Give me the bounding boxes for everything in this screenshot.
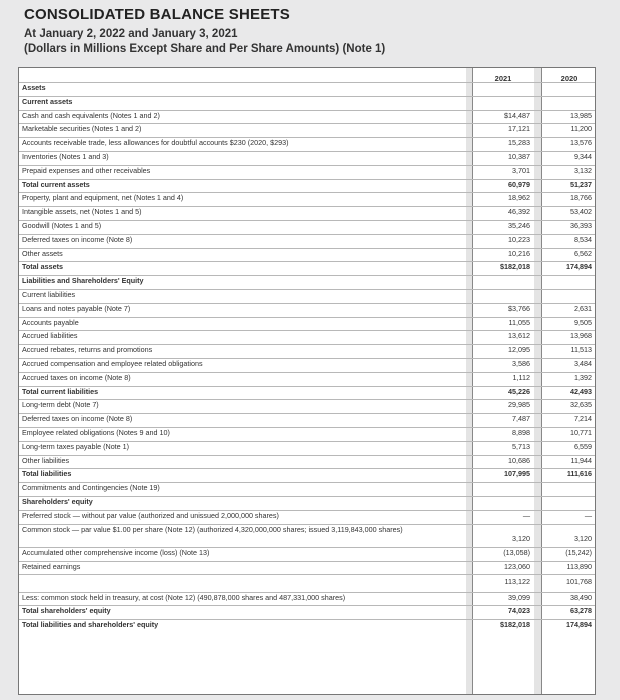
table-row <box>19 561 595 572</box>
table-row <box>19 413 595 424</box>
table-row <box>19 592 595 603</box>
value-2021: 12,095 <box>508 345 530 355</box>
table-row <box>19 358 595 369</box>
value-2020: — <box>584 510 592 520</box>
table-row <box>19 192 595 203</box>
table-row <box>19 399 595 410</box>
value-2020: 11,513 <box>570 345 592 355</box>
table-row <box>19 372 595 383</box>
table-row <box>19 179 595 190</box>
value-2020: 11,200 <box>570 124 592 134</box>
row-label: Goodwill (Notes 1 and 5) <box>22 221 102 230</box>
value-2021: 7,487 <box>512 414 530 424</box>
table-row <box>19 317 595 328</box>
value-2020: 3,120 <box>574 533 592 543</box>
column-header-2020: 2020 <box>560 74 578 83</box>
value-2020: 42,493 <box>570 386 592 396</box>
row-label: Cash and cash equivalents (Notes 1 and 2) <box>22 110 160 120</box>
value-2021: 3,586 <box>512 359 530 368</box>
row-label: Assets <box>22 83 46 92</box>
value-2021: 29,985 <box>508 400 530 410</box>
table-row <box>19 482 595 493</box>
row-label: Liabilities and Shareholders' Equity <box>22 276 144 286</box>
balance-sheet-table <box>18 67 596 695</box>
table-row <box>19 137 595 148</box>
value-2020: 9,505 <box>574 317 592 327</box>
value-2020: 174,894 <box>566 262 592 272</box>
value-2021: 123,060 <box>504 561 530 571</box>
table-row <box>19 289 595 300</box>
table-row <box>19 220 595 231</box>
row-label: Accounts payable <box>22 317 79 327</box>
value-2020: 36,393 <box>570 221 592 230</box>
row-label: Loans and notes payable (Note 7) <box>22 303 131 313</box>
table-row <box>19 574 595 588</box>
value-2021: 74,023 <box>508 606 530 616</box>
value-2020: 32,635 <box>570 400 592 410</box>
value-2021: 13,612 <box>508 331 530 341</box>
row-label: Retained earnings <box>22 561 81 571</box>
table-row <box>19 165 595 176</box>
row-label: Current assets <box>22 96 73 106</box>
row-label: Total liabilities <box>22 469 72 479</box>
table-row <box>19 386 595 397</box>
row-label: Common stock — par value $1.00 per share (Note 12) (authorized 4,320,000,000 shares; issued 3,119,843,000 shares) <box>22 525 403 534</box>
table-row <box>19 468 595 479</box>
value-2021: 3,120 <box>512 533 530 543</box>
value-2021: 10,216 <box>508 248 530 258</box>
row-label: Total current liabilities <box>22 386 99 396</box>
value-2020: 113,890 <box>566 561 592 571</box>
value-2020: 9,344 <box>574 152 592 161</box>
table-row <box>19 82 595 93</box>
value-2020: 11,944 <box>570 455 592 465</box>
row-label: Preferred stock — without par value (authorized and unissued 2,000,000 shares) <box>22 510 279 520</box>
table-row <box>19 441 595 452</box>
row-label: Long-term taxes payable (Note 1) <box>22 441 130 451</box>
value-2020: 101,768 <box>566 577 592 587</box>
value-2021: 18,962 <box>508 193 530 203</box>
value-2021: 10,686 <box>508 455 530 465</box>
table-row <box>19 110 595 121</box>
table-row <box>19 605 595 616</box>
table-row <box>19 496 595 507</box>
table-row <box>19 206 595 217</box>
value-2020: 18,766 <box>570 193 592 203</box>
value-2021: $3,766 <box>508 303 530 313</box>
table-row <box>19 524 595 544</box>
table-row <box>19 547 595 558</box>
value-2021: (13,058) <box>503 547 530 557</box>
table-row <box>19 275 595 286</box>
value-2021: 1,112 <box>512 372 530 382</box>
value-2021: 60,979 <box>508 179 530 189</box>
row-label: Accrued rebates, returns and promotions <box>22 345 153 355</box>
row-label: Shareholders' equity <box>22 497 93 506</box>
table-row <box>19 455 595 466</box>
row-label: Other assets <box>22 248 63 258</box>
value-2020: 63,278 <box>570 606 592 616</box>
value-2021: 46,392 <box>508 207 530 217</box>
value-2020: 1,392 <box>574 372 592 382</box>
row-label: Prepaid expenses and other receivables <box>22 165 151 175</box>
value-2021: 35,246 <box>508 221 530 230</box>
table-row <box>19 261 595 272</box>
table-row <box>19 510 595 521</box>
row-label: Other liabilities <box>22 455 70 465</box>
document-title: CONSOLIDATED BALANCE SHEETS <box>24 6 290 23</box>
row-label: Commitments and Contingencies (Note 19) <box>22 483 160 493</box>
document-date-subtitle: At January 2, 2022 and January 3, 2021 <box>24 28 238 40</box>
value-2020: 51,237 <box>570 179 592 189</box>
value-2021: 107,995 <box>504 469 530 479</box>
row-label: Inventories (Notes 1 and 3) <box>22 152 109 161</box>
row-label: Employee related obligations (Notes 9 and 10) <box>22 428 170 437</box>
table-row <box>19 303 595 314</box>
table-row <box>19 151 595 162</box>
row-label: Property, plant and equipment, net (Notes 1 and 4) <box>22 193 184 203</box>
value-2020: 38,490 <box>570 592 592 602</box>
table-row <box>19 619 595 630</box>
value-2021: — <box>522 510 530 520</box>
value-2020: 53,402 <box>570 207 592 217</box>
value-2021: 15,283 <box>508 138 530 148</box>
value-2021: 39,099 <box>508 592 530 602</box>
value-2021: $182,018 <box>500 620 530 630</box>
value-2020: 3,132 <box>574 165 592 175</box>
value-2020: 13,576 <box>570 138 592 148</box>
table-row <box>19 427 595 438</box>
table-row <box>19 234 595 245</box>
value-2021: 17,121 <box>508 124 530 134</box>
value-2021: $14,487 <box>504 110 530 120</box>
row-label: Deferred taxes on income (Note 8) <box>22 234 133 244</box>
value-2021: $182,018 <box>500 262 530 272</box>
row-label: Less: common stock held in treasury, at cost (Note 12) (490,878,000 shares and 487,331,000 shares) <box>22 592 346 602</box>
value-2020: 10,771 <box>570 428 592 437</box>
value-2021: 8,898 <box>512 428 530 437</box>
value-2021: 5,713 <box>512 441 530 451</box>
value-2021: 10,387 <box>508 152 530 161</box>
value-2021: 113,122 <box>504 577 530 587</box>
value-2021: 3,701 <box>512 165 530 175</box>
value-2020: 13,985 <box>570 110 592 120</box>
row-label: Accumulated other comprehensive income (loss) (Note 13) <box>22 547 210 557</box>
row-label: Marketable securities (Notes 1 and 2) <box>22 124 142 134</box>
row-label: Total liabilities and shareholders' equity <box>22 620 159 630</box>
column-header-2021: 2021 <box>494 74 512 83</box>
table-row <box>19 123 595 134</box>
value-2021: 45,226 <box>508 386 530 396</box>
value-2021: 10,223 <box>508 234 530 244</box>
value-2020: 8,534 <box>574 234 592 244</box>
row-label: Intangible assets, net (Notes 1 and 5) <box>22 207 142 217</box>
row-label: Current liabilities <box>22 290 76 299</box>
value-2020: 6,562 <box>574 248 592 258</box>
value-2021: 11,055 <box>508 317 530 327</box>
value-2020: 13,968 <box>570 331 592 341</box>
value-2020: 3,484 <box>574 359 592 368</box>
value-2020: 111,616 <box>566 469 592 479</box>
row-label: Accrued liabilities <box>22 331 78 341</box>
row-label: Accrued compensation and employee related obligations <box>22 359 203 368</box>
table-row <box>19 344 595 355</box>
row-label: Total shareholders' equity <box>22 606 111 616</box>
table-row <box>19 96 595 107</box>
row-label: Accrued taxes on income (Note 8) <box>22 372 131 382</box>
row-label: Deferred taxes on income (Note 8) <box>22 414 133 424</box>
row-label: Total current assets <box>22 179 90 189</box>
value-2020: 6,559 <box>574 441 592 451</box>
table-row <box>19 330 595 341</box>
value-2020: (15,242) <box>565 547 592 557</box>
value-2020: 7,214 <box>574 414 592 424</box>
row-label: Total assets <box>22 262 64 272</box>
row-label: Long-term debt (Note 7) <box>22 400 99 410</box>
table-row <box>19 248 595 259</box>
value-2020: 174,894 <box>566 620 592 630</box>
value-2020: 2,631 <box>574 303 592 313</box>
document-units-subtitle: (Dollars in Millions Except Share and Per Share Amounts) (Note 1) <box>24 43 386 55</box>
row-label: Accounts receivable trade, less allowances for doubtful accounts $230 (2020, $293) <box>22 138 289 148</box>
